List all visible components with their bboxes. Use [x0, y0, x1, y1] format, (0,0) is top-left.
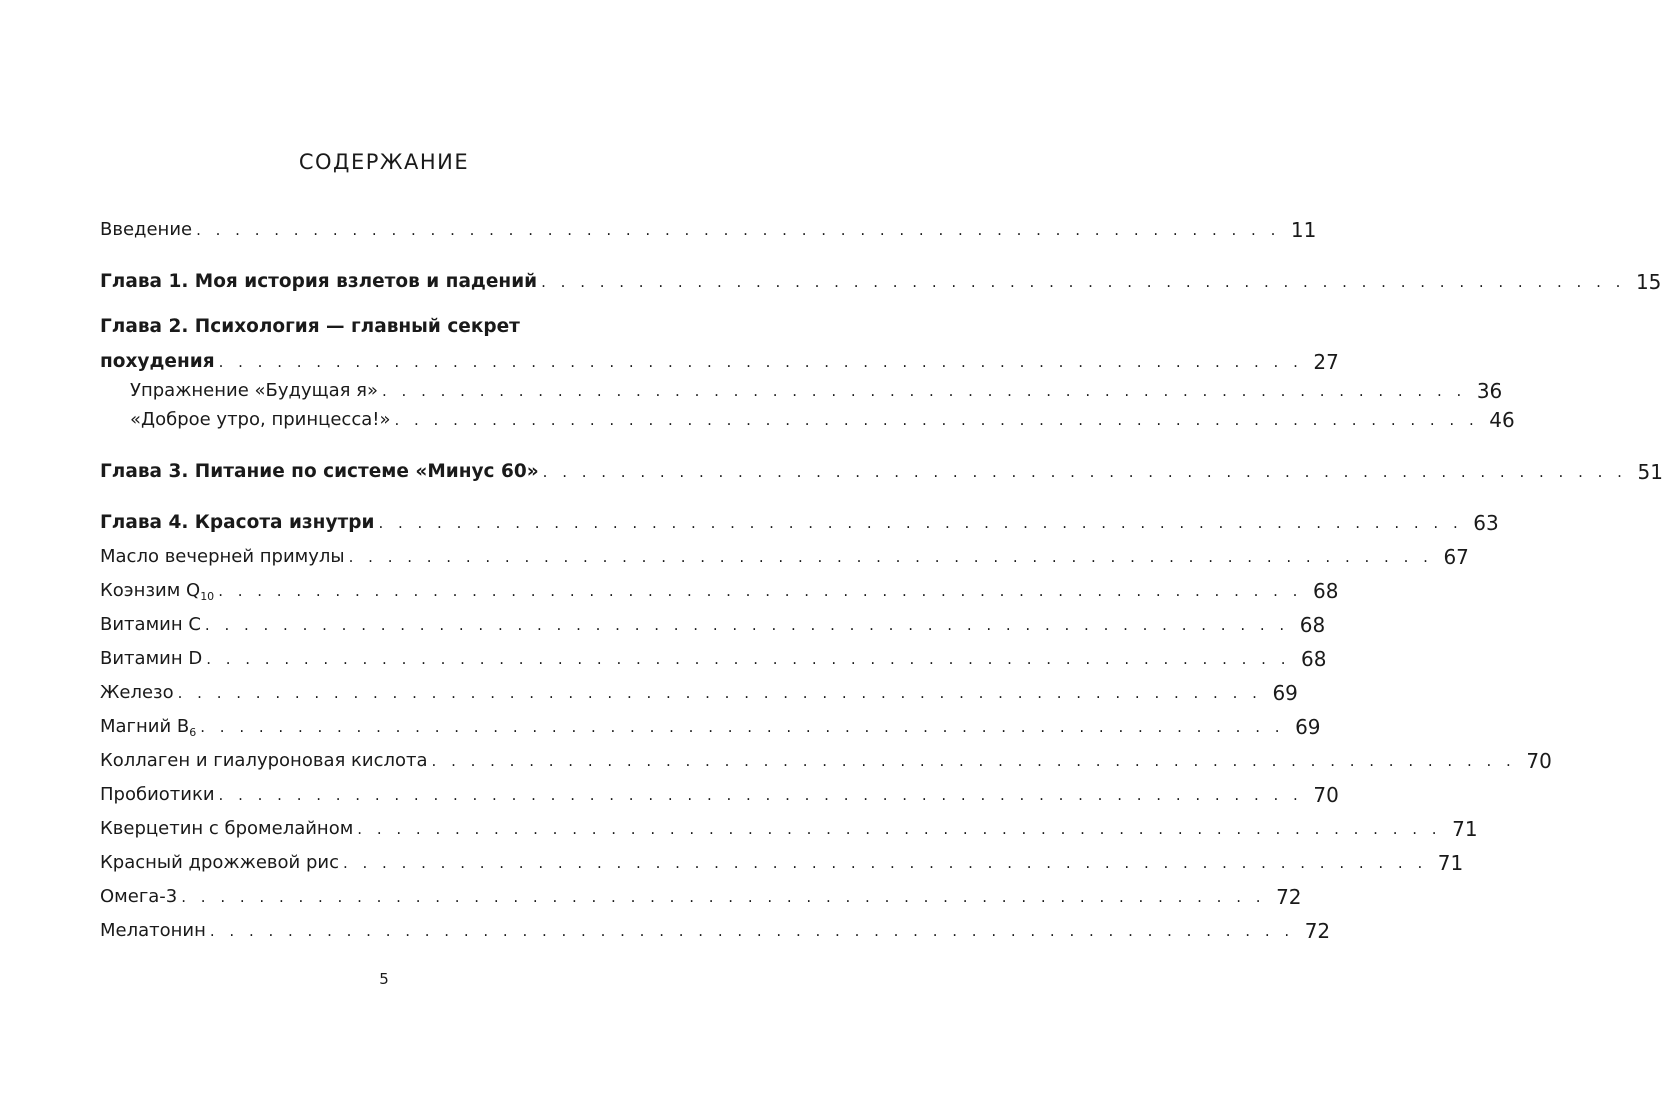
toc-page-number: 70 [1313, 783, 1339, 807]
toc-entry-label: Витамин D [100, 648, 203, 669]
toc-entry-label: Красный дрожжевой рис [100, 852, 339, 873]
toc-leader: . . . . . . . . . . . . . . . . . . . . . . . . . . . . . . . . . . . . . . . . . . . . . . . . . . . . . . . . [541, 273, 1626, 291]
subscript: 6 [189, 726, 197, 739]
toc-page-number: 72 [1304, 919, 1331, 943]
toc-page-number: 68 [1313, 579, 1339, 603]
toc-entry-label: Мелатонин [100, 920, 206, 941]
toc-entry-label: Глава 4. Красота изнутри [100, 512, 375, 533]
toc-leader: . . . . . . . . . . . . . . . . . . . . . . . . . . . . . . . . . . . . . . . . . . . . . . . . . . . . . . . . [342, 854, 1428, 872]
toc-page-number: 46 [1489, 408, 1515, 432]
toc-page-number: 36 [1476, 379, 1503, 403]
toc-entry-chapter[interactable] [100, 259, 1662, 294]
toc-leader: . . . . . . . . . . . . . . . . . . . . . . . . . . . . . . . . . . . . . . . . . . . . . . . . . . . . . . . . [431, 752, 1516, 770]
toc-leader: . . . . . . . . . . . . . . . . . . . . . . . . . . . . . . . . . . . . . . . . . . . . . . . . . . . . . . . . [181, 888, 1266, 906]
toc-leader: . . . . . . . . . . . . . . . . . . . . . . . . . . . . . . . . . . . . . . . . . . . . . . . . . . . . . . . . [209, 922, 1295, 940]
toc-page-number: 69 [1295, 715, 1321, 739]
toc-entry[interactable] [100, 207, 1317, 242]
page-title: СОДЕРЖАНИЕ [298, 150, 470, 174]
page-number: 5 [379, 970, 389, 988]
toc-leader: . . . . . . . . . . . . . . . . . . . . . . . . . . . . . . . . . . . . . . . . . . . . . . . . . . . . . . . . [394, 411, 1479, 429]
toc-leader: . . . . . . . . . . . . . . . . . . . . . . . . . . . . . . . . . . . . . . . . . . . . . . . . . . . . . . . . [357, 820, 1442, 838]
toc-entry[interactable] [100, 840, 1464, 875]
toc-page-number: 72 [1276, 885, 1302, 909]
toc-page-number: 70 [1526, 749, 1552, 773]
toc-entry-label: Глава 1. Моя история взлетов и падений [100, 271, 538, 292]
toc-leader: . . . . . . . . . . . . . . . . . . . . . . . . . . . . . . . . . . . . . . . . . . . . . . . . . . . . . . . . [196, 221, 1281, 239]
toc-leader: . . . . . . . . . . . . . . . . . . . . . . . . . . . . . . . . . . . . . . . . . . . . . . . . . . . . . . . . [177, 684, 1262, 702]
toc-entry[interactable] [100, 670, 1298, 705]
toc-page-number: 69 [1272, 681, 1298, 705]
toc-leader: . . . . . . . . . . . . . . . . . . . . . . . . . . . . . . . . . . . . . . . . . . . . . . . . . . . . . . . . [348, 548, 1433, 566]
toc-entry-label [100, 580, 214, 602]
toc-page-number: 71 [1437, 851, 1464, 875]
toc-leader: . . . . . . . . . . . . . . . . . . . . . . . . . . . . . . . . . . . . . . . . . . . . . . . . . . . . . . . . [218, 582, 1303, 600]
toc-entry-label: Пробиотики [100, 784, 215, 805]
toc-entry-label: похудения [100, 351, 215, 372]
toc-page-number: 11 [1290, 218, 1317, 242]
toc-leader: . . . . . . . . . . . . . . . . . . . . . . . . . . . . . . . . . . . . . . . . . . . . . . . . . . . . . . . . [218, 786, 1303, 804]
toc-entry-label [100, 716, 196, 738]
toc-page-number: 68 [1301, 647, 1327, 671]
toc-entry-label: Кверцетин с бромелайном [100, 818, 354, 839]
toc-leader: . . . . . . . . . . . . . . . . . . . . . . . . . . . . . . . . . . . . . . . . . . . . . . . . . . . . . . . . [206, 650, 1291, 668]
toc-entry-chapter[interactable] [100, 449, 1663, 484]
toc-entry-chapter-title-line[interactable]: Глава 2. Психология — главный секрет [100, 316, 520, 337]
toc-page-number: 15 [1635, 270, 1662, 294]
toc-leader: . . . . . . . . . . . . . . . . . . . . . . . . . . . . . . . . . . . . . . . . . . . . . . . . . . . . . . . . [378, 514, 1463, 532]
toc-entry-subsection[interactable] [130, 397, 1515, 432]
toc-entry-label: Глава 3. Питание по системе «Минус 60» [100, 461, 539, 482]
toc-entry[interactable] [100, 568, 1339, 603]
toc-entry-label: «Доброе утро, принцесса!» [130, 409, 391, 430]
toc-leader: . . . . . . . . . . . . . . . . . . . . . . . . . . . . . . . . . . . . . . . . . . . . . . . . . . . . . . . . [382, 382, 1467, 400]
toc-entry-label: Введение [100, 219, 193, 240]
toc-entry-chapter[interactable] [100, 500, 1499, 535]
toc-entry[interactable] [100, 738, 1552, 773]
toc-entry-label: Масло вечерней примулы [100, 546, 345, 567]
toc-page-number: 27 [1313, 350, 1339, 374]
toc-entry-label: Упражнение «Будущая я» [130, 380, 379, 401]
toc-leader: . . . . . . . . . . . . . . . . . . . . . . . . . . . . . . . . . . . . . . . . . . . . . . . . . . . . . . . . [542, 463, 1627, 481]
toc-entry-label: Витамин С [100, 614, 201, 635]
toc-entry[interactable] [100, 874, 1302, 909]
toc-entry[interactable] [100, 534, 1469, 569]
toc-leader: . . . . . . . . . . . . . . . . . . . . . . . . . . . . . . . . . . . . . . . . . . . . . . . . . . . . . . . . [218, 353, 1303, 371]
toc-page-number: 51 [1637, 460, 1663, 484]
toc-entry-label-text: Коэнзим Q [100, 580, 201, 601]
toc-entry[interactable] [100, 806, 1478, 841]
toc-page-number: 71 [1452, 817, 1478, 841]
toc-entry-label: Коллаген и гиалуроновая кислота [100, 750, 428, 771]
toc-page-number: 68 [1299, 613, 1326, 637]
toc-entry[interactable] [100, 636, 1327, 671]
toc-entry[interactable] [100, 602, 1326, 637]
toc-entry[interactable] [100, 704, 1321, 739]
toc-leader: . . . . . . . . . . . . . . . . . . . . . . . . . . . . . . . . . . . . . . . . . . . . . . . . . . . . . . . . [204, 616, 1290, 634]
toc-entry-label-text: Магний В [100, 716, 190, 737]
toc-entry[interactable] [100, 772, 1339, 807]
toc-leader: . . . . . . . . . . . . . . . . . . . . . . . . . . . . . . . . . . . . . . . . . . . . . . . . . . . . . . . . [200, 718, 1285, 736]
subscript: 10 [200, 590, 215, 603]
toc-entry-label: Омега-3 [100, 886, 178, 907]
toc-page-number: 67 [1443, 545, 1469, 569]
toc-page-number: 63 [1473, 511, 1499, 535]
toc-entry-label: Железо [100, 682, 174, 703]
toc-entry[interactable] [100, 908, 1331, 943]
